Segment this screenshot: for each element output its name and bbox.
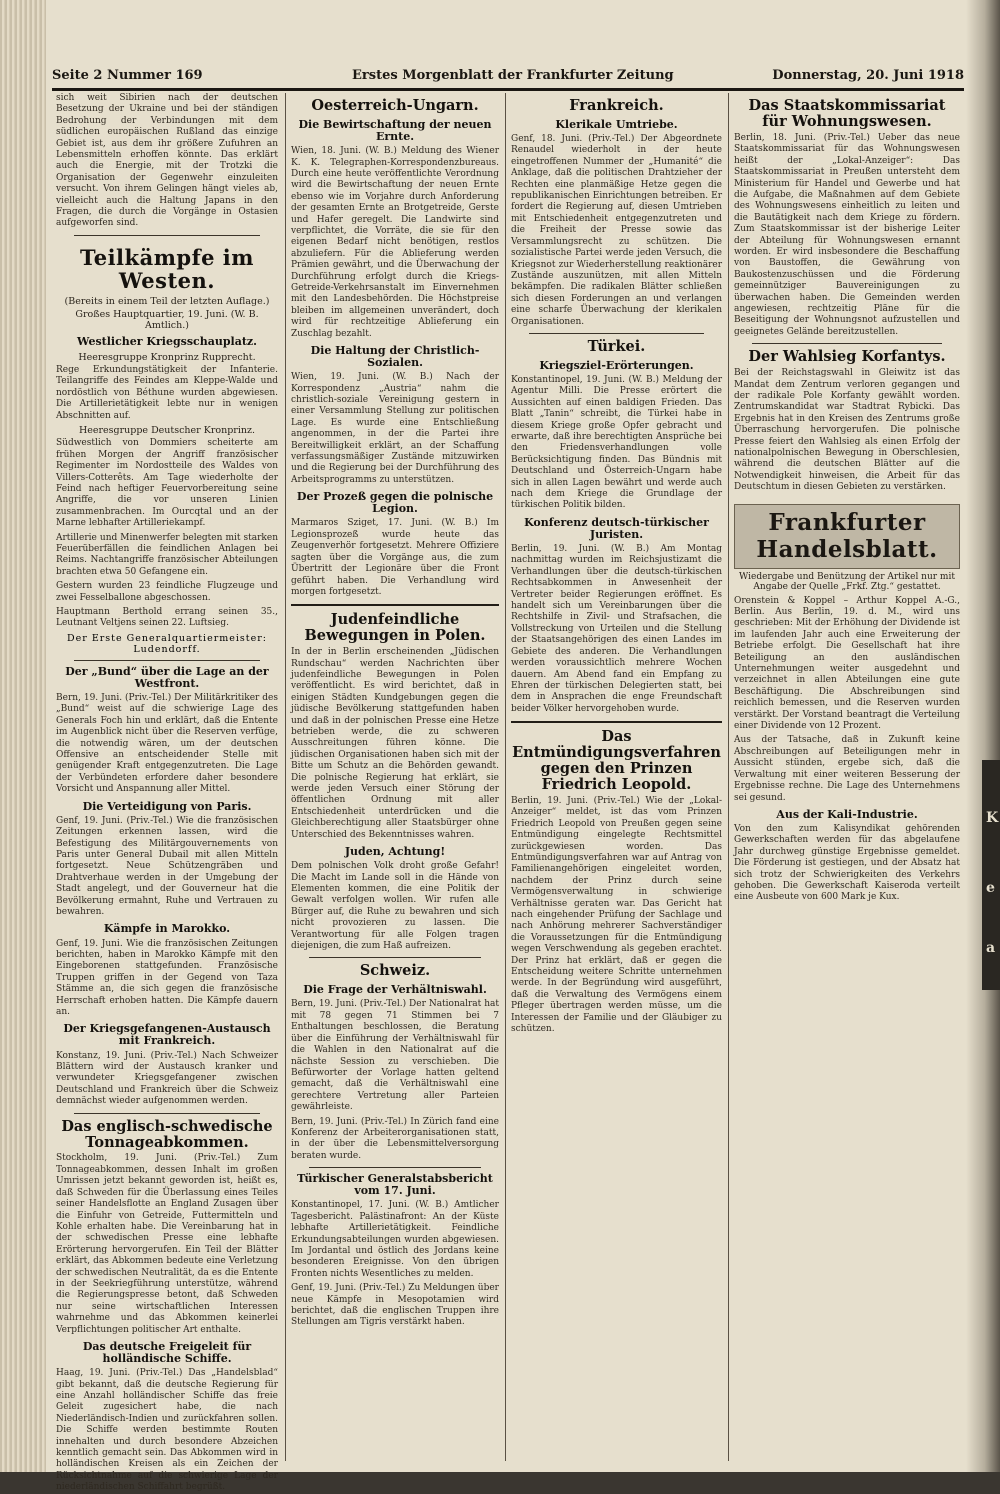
article-headline: Kämpfe in Marokko. bbox=[103, 922, 231, 936]
page-header bbox=[52, 68, 964, 90]
quote-headline: Juden, Achtung! bbox=[344, 845, 446, 859]
adjacent-page-letter: K bbox=[986, 810, 999, 826]
page-number: Seite 2 Nummer 169 bbox=[52, 68, 203, 83]
article-body: Konstantinopel, 17. Juni. (W. B.) Amtlicher Tagesbericht. Palästinafront: An der Küste lebhafte Artillerietätigkeit. Feindliche Erkundungsabteilungen wurden abgewiesen. Im Jordantal und östlich des Jordans keine besonderen Ereignisse. Von den übrigen Fronten nichts Wesentliches zu melden. bbox=[291, 1200, 499, 1279]
section-headline: Oesterreich-Ungarn. bbox=[311, 97, 479, 114]
article-body: Hauptmann Berthold errang seinen 35., Leutnant Veltjens seinen 22. Luftsieg. bbox=[56, 607, 278, 629]
article-body: Bern, 19. Juni. (Priv.-Tel.) In Zürich fand eine Konferenz der Arbeiterorganisationen statt, in der über die Lebensmittelversorgung beraten wurde. bbox=[291, 1116, 499, 1161]
article-body: Genf, 18. Juni. (Priv.-Tel.) Der Abgeordnete Renaudel wiederholt in der heute eingetroffenen Nummer der „Humanité“ die Anklage, daß die politischen Drahtzieher der Rechten eine planmäßige Hetze gegen die republikanischen Einrichtungen betreiben. Er fordert die Regierung auf, diesen Umtrieben mit Entschiedenheit entgegenzutreten und die Freiheit der Presse sowie das Versammlungsrecht zu schützen. Die sozialistische Partei werde jeden Versuch, die Kriegsnot zur Wiederherstellung reaktionärer Zustände auszunützen, mit allen Mitteln bekämpfen. Die radikalen Blätter schließen sich diesen Forderungen an und verlangen eine scharfe Überwachung der klerikalen Organisationen. bbox=[511, 134, 722, 327]
article-body: Bern, 19. Juni. (Priv.-Tel.) Der Militärkritiker des „Bund“ weist auf die schwierige Lage des Generals Foch hin und erklärt, daß die Entente im Augenblick nicht über die Reserven verfüge, die notwendig wären, um der deutschen Offensive an entscheidender Stelle mit genügender Kraft entgegenzutreten. Die Lage der Verbündeten erfordere daher besondere Vorsicht und Anspannung aller Mittel. bbox=[56, 693, 278, 795]
article-headline: Das englisch-schwedische Tonnageabkommen. bbox=[61, 1117, 273, 1151]
army-group-label: Heeresgruppe Kronprinz Rupprecht. bbox=[78, 351, 256, 363]
signature: Der Erste Generalquartiermeister: Ludendorff. bbox=[67, 632, 267, 655]
column-rule bbox=[505, 93, 506, 1461]
article-body: Genf, 19. Juni. (Priv.-Tel.) Zu Meldungen über neue Kämpfe in Mesopotamien wird berichtet, daß die englischen Truppen ihre Stellungen am Tigris verstärkt haben. bbox=[291, 1283, 499, 1328]
article-headline: Der „Bund“ über die Lage an der Westfront. bbox=[65, 664, 269, 690]
adjacent-page-letter: e bbox=[986, 880, 995, 896]
divider bbox=[74, 660, 260, 661]
article-headline: Aus der Kali-Industrie. bbox=[776, 807, 918, 821]
article-headline: Klerikale Umtriebe. bbox=[555, 117, 678, 131]
divider bbox=[291, 604, 499, 606]
column-rule bbox=[728, 93, 729, 1461]
article-body: Bei der Reichstagswahl in Gleiwitz ist das Mandat dem Zentrum verloren gegangen und der radikale Pole Korfanty gewählt worden. Zentrumskandidat war Stadtrat Rybicki. Das Ergebnis hat in den Kreisen des Zentrums große Überraschung hervorgerufen. Die polnische Presse feiert den Wahlsieg als einen Erfolg der nationalpolnischen Bewegung in Oberschlesien, während die deutschen Blätter auf die Notwendigkeit hinweisen, die Arbeit für das Deutschtum in diesen Gebieten zu verstärken. bbox=[734, 368, 960, 493]
adjacent-page-letter: a bbox=[986, 940, 996, 956]
article-headline: Der Prozeß gegen die polnische Legion. bbox=[296, 490, 494, 516]
issue-date: Donnerstag, 20. Juni 1918 bbox=[772, 68, 964, 83]
banner-note: Wiedergabe und Benützung der Artikel nur mit Angabe der Quelle „Frkf. Ztg.“ gestattet. bbox=[739, 571, 955, 592]
article-body: Orenstein & Koppel – Arthur Koppel A.-G., Berlin. Aus Berlin, 19. d. M., wird uns geschrieben: Mit der Erhöhung der Dividende ist im laufenden Jahr auch eine Erweiterung der Betriebe erfolgt. Die Gesellschaft hat ihre Beteiligung an den ausländischen Unternehmungen weiter ausgedehnt und verzeichnet in allen Abteilungen eine gute Beschäftigung. Die Abschreibungen sind reichlich bemessen, und die Reserven wurden verstärkt. Der Vorstand beantragt die Verteilung einer Dividende von 12 Prozent. bbox=[734, 595, 960, 732]
section-subhead: Westlicher Kriegsschauplatz. bbox=[77, 335, 257, 349]
divider bbox=[74, 1113, 260, 1114]
article-headline: Der Kriegsgefangenen-Austausch mit Frankreich. bbox=[63, 1022, 271, 1048]
article-headline: Teilkämpfe im Westen. bbox=[80, 244, 254, 293]
dateline: Großes Hauptquartier, 19. Juni. (W. B. Amtlich.) bbox=[75, 309, 259, 332]
article-body: Berlin, 18. Juni. (Priv.-Tel.) Ueber das neue Staatskommissariat für das Wohnungswesen heißt der „Lokal-Anzeiger“: Das Staatskommissariat in Preußen untersteht dem Ministerium für Handel und Gewerbe und hat die Aufgabe, die Maßnahmen auf dem Gebiete des Wohnungswesens einheitlich zu leiten und die Bautätigkeit nach dem Kriege zu fördern. Zum Staatskommissar ist der bisherige Leiter der Abteilung für Wohnungswesen ernannt worden. Er wird insbesondere die Beschaffung von Baustoffen, die Gewährung von Baukostenzuschüssen und die Förderung gemeinnütziger Bauvereinigungen zu überwachen haben. Die Gemeinden werden angewiesen, rechtzeitig Pläne für die Beseitigung der Wohnungsnot aufzustellen und geeignetes Gelände bereitzustellen. bbox=[734, 132, 960, 337]
column-2 bbox=[291, 93, 499, 1461]
section-headline: Schweiz. bbox=[359, 962, 431, 980]
divider bbox=[529, 333, 704, 334]
article-body: Haag, 19. Juni. (Priv.-Tel.) Das „Handelsblad“ gibt bekannt, daß die deutsche Regierung für eine Anzahl holländischer Schiffe das freie Geleit zugesichert habe, die nach Niederländisch-Indien und zurückfahren sollen. Die Schiffe werden bestimmte Routen innehalten und durch besondere Abzeichen kenntlich gemacht sein. Das Abkommen wird in holländischen Kreisen als ein Zeichen der Rücksichtnahme auf die schwierige Lage der niederländischen Schiffahrt begrüßt. bbox=[56, 1368, 278, 1493]
article-headline: Das deutsche Freigeleit für holländische Schiffe. bbox=[82, 1339, 252, 1366]
article-headline: Kriegsziel-Erörterungen. bbox=[539, 358, 694, 372]
article-body: Marmaros Sziget, 17. Juni. (W. B.) Im Legionsprozeß wurde heute das Zeugenverhör fortgesetzt. Mehrere Offiziere sagten über die Vorgänge aus, die zum Übertritt der Legionäre über die Front geführt haben. Die Verhandlung wird morgen fortgesetzt. bbox=[291, 518, 499, 597]
divider bbox=[309, 957, 481, 958]
article-continuation: sich weit Sibirien nach der deutschen Besetzung der Ukraine und bei der ständigen Bedrohung der Verbindungen mit dem südlichen europäischen Rußland das einzige Gebiet ist, aus dem ihr größere Zufuhren an Lebensmitteln erhoffen könnte. Das erklärt auch die Energie, mit der Trotzki die Organisation der Gegenwehr einzuleiten versucht. Von ihrem Gelingen hängt vieles ab, vielleicht auch die Haltung Japans in den Fragen, die durch die Vorgänge in Ostasien aufgeworfen sind. bbox=[56, 93, 278, 229]
article-headline: Der Wahlsieg Korfantys. bbox=[748, 348, 946, 366]
header-rule bbox=[52, 88, 964, 91]
article-body: Wien, 18. Juni. (W. B.) Meldung des Wiener K. K. Telegraphen-Korrespondenzbureaus. Durch eine heute veröffentlichte Verordnung wird die Bewirtschaftung der neuen Ernte ebenso wie im Vorjahre durch Anforderung der gesamten Ernte an Brotgetreide, Gerste und Hafer geregelt. Die Landwirte sind verpflichtet, die Vorräte, die sie für den eigenen Bedarf nicht benötigen, restlos abzuliefern. Für die Ablieferung werden Prämien gewährt, und die Überwachung der Durchführung erfolgt durch die Kriegs-Getreide-Verkehrsanstalt im Einvernehmen mit den Landesbehörden. Die Höchstpreise bleiben im allgemeinen unverändert, doch wird für rechtzeitige Ablieferung ein Zuschlag bezahlt. bbox=[291, 146, 499, 339]
section-headline: Türkei. bbox=[587, 337, 646, 355]
divider bbox=[309, 1167, 481, 1168]
article-body: Wien, 19. Juni. (W. B.) Nach der Korrespondenz „Austria“ nahm die christlich-soziale Vereinigung gestern in einer Versammlung Stellung zur politischen Lage. Es wurde eine Entschließung angenommen, in der die Partei ihre Bereitwilligkeit erklärt, an der Schaffung verfassungsmäßiger Zustände mitzuwirken und die Regierung bei der Durchführung des Arbeitsprogramms zu unterstützen. bbox=[291, 372, 499, 485]
paper-title: Erstes Morgenblatt der Frankfurter Zeitung bbox=[352, 68, 674, 83]
article-body: Bern, 19. Juni. (Priv.-Tel.) Der Nationalrat hat mit 78 gegen 71 Stimmen bei 7 Enthaltungen beschlossen, die Beratung über die Einführung der Verhältniswahl für die Wahlen in den Nationalrat auf die nächste Session zu verschieben. Die Befürworter der Vorlage hatten geltend gemacht, daß die Verhältniswahl eine gerechtere Vertretung aller Parteien gewährleiste. bbox=[291, 999, 499, 1113]
article-body: Berlin, 19. Juni. (Priv.-Tel.) Wie der „Lokal-Anzeiger“ meldet, ist das vom Prinzen Friedrich Leopold von Preußen gegen seine Entmündigung eingelegte Rechtsmittel zurückgewiesen worden. Das Entmündigungsverfahren war auf Antrag von Familienangehörigen eingeleitet worden, nachdem der Prinz durch seine Vermögensverwaltung in schwierige Verhältnisse geraten war. Das Gericht hat nach eingehender Prüfung der Sachlage und nach Anhörung mehrerer Sachverständiger die Voraussetzungen für die Entmündigung wegen Verschwendung als gegeben erachtet. Der Prinz hat erklärt, daß er gegen die Entscheidung weitere Schritte unternehmen werde. In der Begründung wird ausgeführt, daß die Verwaltung des Vermögens einem Pfleger übertragen werden müsse, um die Interessen der Familie und der Gläubiger zu schützen. bbox=[511, 795, 722, 1034]
article-headline: Die Frage der Verhältniswahl. bbox=[303, 983, 487, 997]
article-note: (Bereits in einem Teil der letzten Auflage.) bbox=[64, 296, 270, 308]
column-3 bbox=[511, 93, 722, 1461]
article-headline: Das Entmündigungsverfahren gegen den Prinzen Friedrich Leopold. bbox=[512, 728, 721, 793]
army-group-label: Heeresgruppe Deutscher Kronprinz. bbox=[78, 424, 256, 436]
article-body: Gestern wurden 23 feindliche Flugzeuge und zwei Fesselballone abgeschossen. bbox=[56, 581, 278, 603]
article-body: Aus der Tatsache, daß in Zukunft keine Abschreibungen auf Beteiligungen mehr in Aussicht stünden, ergebe sich, daß die Verwaltung mit einer weiteren Besserung der Ergebnisse rechne. Die Lage des Unternehmens sei gesund. bbox=[734, 735, 960, 803]
column-1 bbox=[56, 93, 278, 1493]
adjacent-page-strip bbox=[982, 760, 1000, 990]
article-headline: Konferenz deutsch-türkischer Juristen. bbox=[524, 515, 709, 541]
article-headline: Das Staatskommissariat für Wohnungswesen. bbox=[748, 97, 946, 130]
section-headline: Frankreich. bbox=[569, 97, 664, 114]
article-body: Rege Erkundungstätigkeit der Infanterie. Teilangriffe des Feindes am Kleppe-Walde und nordöstlich von Béthune wurden abgewiesen. Die Artillerietätigkeit lebte nur in wenigen Abschnitten auf. bbox=[56, 364, 278, 421]
book-binding-edge bbox=[0, 0, 46, 1472]
divider bbox=[752, 343, 942, 344]
article-headline: Türkischer Generalstabsbericht vom 17. Juni. bbox=[297, 1172, 493, 1198]
article-body: In der in Berlin erscheinenden „Jüdischen Rundschau“ werden Nachrichten über judenfeindliche Bewegungen in Polen veröffentlicht. Es wird berichtet, daß in einigen Städten Kundgebungen gegen die jüdische Bevölkerung stattgefunden haben und daß in der polnischen Presse eine Hetze betrieben werde, die zu schweren Ausschreitungen führen könne. Die jüdischen Organisationen haben sich mit der Bitte um Schutz an die Behörden gewandt. Die polnische Regierung hat erklärt, sie werde jeden Versuch einer Störung der öffentlichen Ordnung mit aller Entschiedenheit unterdrücken und die Gleichberechtigung aller Staatsbürger ohne Unterschied des Bekenntnisses wahren. bbox=[291, 647, 499, 840]
article-headline: Die Bewirtschaftung der neuen Ernte. bbox=[298, 117, 492, 144]
column-4 bbox=[734, 93, 960, 1461]
section-banner: Frankfurter Handelsblatt. bbox=[734, 504, 960, 569]
article-body: Stockholm, 19. Juni. (Priv.-Tel.) Zum Tonnageabkommen, dessen Inhalt im großen Umrissen jetzt bekannt geworden ist, heißt es, daß Schweden für die Überlassung eines Teiles seiner Handelsflotte an England Zusagen über die Einfuhr von Getreide, Futtermitteln und Kohle erhalten habe. Die Vereinbarung hat in der schwedischen Presse eine lebhafte Erörterung hervorgerufen. Ein Teil der Blätter erklärt, das Abkommen bedeute eine Verletzung der schwedischen Neutralität, da es die Entente in der Seekriegführung unterstütze, während die Regierungspresse betont, daß Schweden nur seine wirtschaftlichen Interessen wahrnehme und das Abkommen keinerlei Verpflichtungen politischer Art enthalte. bbox=[56, 1153, 278, 1335]
article-body: Von den zum Kalisyndikat gehörenden Gewerkschaften werden für das abgelaufene Jahr durchweg günstige Ergebnisse gemeldet. Die Förderung ist gestiegen, und der Absatz hat sich trotz der Schwierigkeiten des Verkehrs gehoben. Die Gewerkschaft Kaiseroda verteilt eine Ausbeute von 600 Mark je Kux. bbox=[734, 824, 960, 903]
article-body: Konstanz, 19. Juni. (Priv.-Tel.) Nach Schweizer Blättern wird der Austausch kranker und verwundeter Kriegsgefangener zwischen Deutschland und Frankreich über die Schweiz demnächst wieder aufgenommen werden. bbox=[56, 1050, 278, 1107]
column-rule bbox=[285, 93, 286, 1461]
article-body: Artillerie und Minenwerfer belegten mit starken Feuerüberfällen die feindlichen Anlagen bei Reims. Nachtangriffe französischer Abteilungen brachten etwa 50 Gefangene ein. bbox=[56, 532, 278, 577]
article-body: Berlin, 19. Juni. (W. B.) Am Montag nachmittag wurden im Reichsjustizamt die Verhandlungen über die deutsch-türkischen Rechtsabkommen in Anwesenheit der Vertreter beider Regierungen eröffnet. Es handelt sich um Vereinbarungen über die Rechtshilfe in Zivil- und Strafsachen, die Vollstreckung von Urteilen und die Stellung der Staatsangehörigen des einen Landes im Gebiete des anderen. Die Verhandlungen werden voraussichtlich mehrere Wochen dauern. Am Abend fand ein Empfang zu Ehren der türkischen Delegierten statt, bei dem in Ansprachen die enge Freundschaft beider Völker hervorgehoben wurde. bbox=[511, 544, 722, 714]
article-body: Genf, 19. Juni. Wie die französischen Zeitungen berichten, haben in Marokko Kämpfe mit den Eingeborenen stattgefunden. Französische Truppen griffen in der Gegend von Taza Stämme an, die sich gegen die französische Herrschaft erhoben hatten. Die Kämpfe dauern an. bbox=[56, 938, 278, 1017]
article-headline: Die Haltung der Christlich-Sozialen. bbox=[310, 344, 480, 370]
article-headline: Die Verteidigung von Paris. bbox=[82, 799, 252, 813]
article-headline: Judenfeindliche Bewegungen in Polen. bbox=[304, 611, 486, 645]
article-body: Dem polnischen Volk droht große Gefahr! Die Macht im Lande soll in die Hände von Elementen kommen, die eine Politik der Gewalt verfolgen wollen. Wir rufen alle Bürger auf, die Ruhe zu bewahren und sich nicht provozieren zu lassen. Die Verantwortung für alle Folgen tragen diejenigen, die zum Haß aufreizen. bbox=[291, 861, 499, 952]
divider bbox=[74, 235, 260, 236]
divider bbox=[511, 721, 722, 723]
article-body: Konstantinopel, 19. Juni. (W. B.) Meldung der Agentur Milli. Die Presse erörtert die Aussichten auf einen baldigen Frieden. Das Blatt „Tanin“ schreibt, die Türkei habe in diesem Kriege große Opfer gebracht und erwarte, daß ihre berechtigten Ansprüche bei den Friedensverhandlungen volle Berücksichtigung finden. Das Bündnis mit Deutschland und Österreich-Ungarn habe sich in allen Lagen bewährt und werde auch nach dem Kriege die Grundlage der türkischen Politik bilden. bbox=[511, 374, 722, 511]
article-body: Genf, 19. Juni. (Priv.-Tel.) Wie die französischen Zeitungen erkennen lassen, wird die Befestigung des Militärgouvernements von Paris unter General Dubail mit allen Mitteln fortgesetzt. Neue Schützengräben und Drahtverhaue werden in der Umgebung der Stadt angelegt, und der Gouverneur hat die Bevölkerung ermahnt, Ruhe und Vertrauen zu bewahren. bbox=[56, 815, 278, 918]
article-body: Südwestlich von Dommiers scheiterte am frühen Morgen der Angriff französischer Regimenter im Nordostteile des Waldes von Villers-Cotterêts. Am Tage wiederholte der Feind nach heftiger Feuervorbereitung seine Angriffe, die vor unseren Linien zusammenbrachen. Im Ourcqtal und an der Marne lebhafter Artilleriekampf. bbox=[56, 438, 278, 529]
scan-shadow bbox=[966, 0, 1000, 1472]
